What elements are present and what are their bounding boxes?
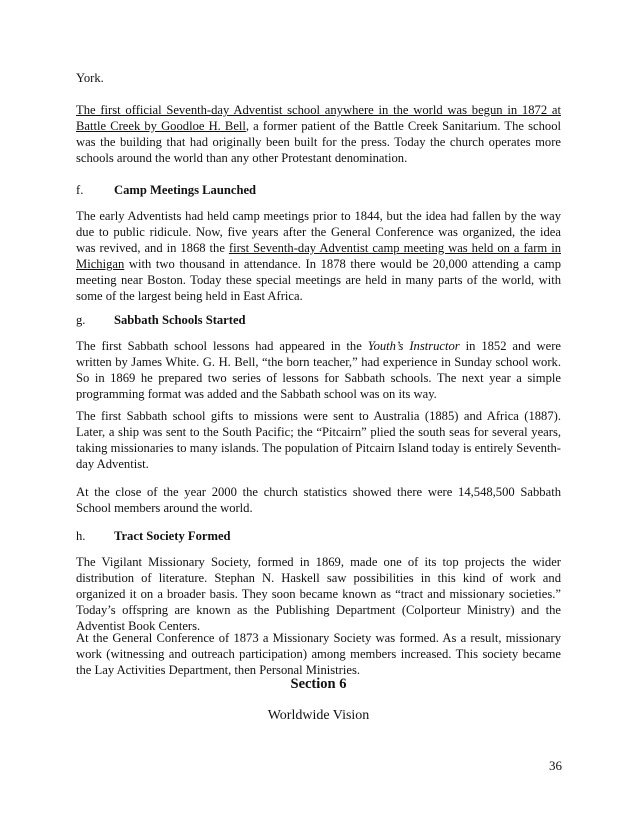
camp-heading (76, 182, 561, 198)
page-number: 36 (549, 758, 562, 773)
continuation-text: York. (76, 71, 104, 85)
camp-text-before: The early Adventists had held camp meetings prior to 1844, but the idea had fallen by the way due to public ridicule. Now, five years after the General Conference was organized, the idea was revived, and in 1868 the (76, 209, 561, 255)
tract-paragraph-2: At the General Conference of 1873 a Missionary Society was formed. As a result, missionary work (witnessing and outreach participation) among members increased. This society became the Lay Activities Department, then Personal Ministries. (76, 631, 561, 677)
camp-title: Camp Meetings Launched (114, 183, 257, 197)
schools-text: , a former patient of the Battle Creek Sanitarium. The school was the building that had originally been built for the press. Today the church operates more schools around the world than any other Protestant denomination. (76, 119, 561, 165)
section-subtitle: Worldwide Vision (267, 708, 370, 723)
tract-heading (76, 528, 561, 544)
camp-paragraph (76, 208, 561, 304)
camp-underlined-text: first Seventh-day Adventist camp meeting was held on a farm in Michigan (76, 241, 561, 271)
sabbath-letter: g. (76, 313, 86, 327)
sabbath-p1-after: in 1852 and were written by James White. G. H. Bell, “the born teacher,” had experience in Sunday school work. So in 1869 he prepared two series of lessons for Sabbath schools. The next year a simple programming format was added and the Sabbath school was on its way. (76, 339, 561, 401)
youths-instructor-title: Youth’s Instructor (367, 339, 460, 353)
camp-letter: f. (76, 183, 84, 197)
sabbath-title: Sabbath Schools Started (114, 313, 246, 327)
sabbath-heading (76, 312, 561, 328)
sabbath-paragraph-2: The first Sabbath school gifts to missions were sent to Australia (1885) and Africa (1887). Later, a ship was sent to the South Pacific; the “Pitcairn” plied the south seas for several years, taking missionaries to many islands. The population of Pitcairn Island today is entirely Seventh-day Adventist. (76, 409, 561, 471)
schools-underlined-text: The first official Seventh-day Adventist school anywhere in the world was begun in 1872 at Battle Creek by Goodloe H. Bell (76, 103, 561, 133)
sabbath-paragraph-3: At the close of the year 2000 the church statistics showed there were 14,548,500 Sabbath School members around the world. (76, 485, 561, 515)
section-title: Section 6 (290, 676, 347, 692)
sabbath-p1-before: The first Sabbath school lessons had appeared in the (76, 339, 368, 353)
schools-paragraph (76, 102, 561, 166)
sabbath-paragraph-1 (76, 338, 561, 402)
camp-text-after: with two thousand in attendance. In 1878 there would be 20,000 attending a camp meeting near Boston. Today these special meetings are held in many parts of the world, with some of the largest being held in East Africa. (76, 257, 561, 303)
tract-title: Tract Society Formed (114, 529, 231, 543)
tract-paragraph-1: The Vigilant Missionary Society, formed in 1869, made one of its top projects the wider distribution of literature. Stephan N. Haskell saw possibilities in this kind of work and organized it on a broader basis. They soon became known as “tract and missionary societies.” Today’s offspring are known as the Publishing Department (Colporteur Ministry) and the Adventist Book Centers. (76, 555, 561, 633)
tract-letter: h. (76, 529, 86, 543)
